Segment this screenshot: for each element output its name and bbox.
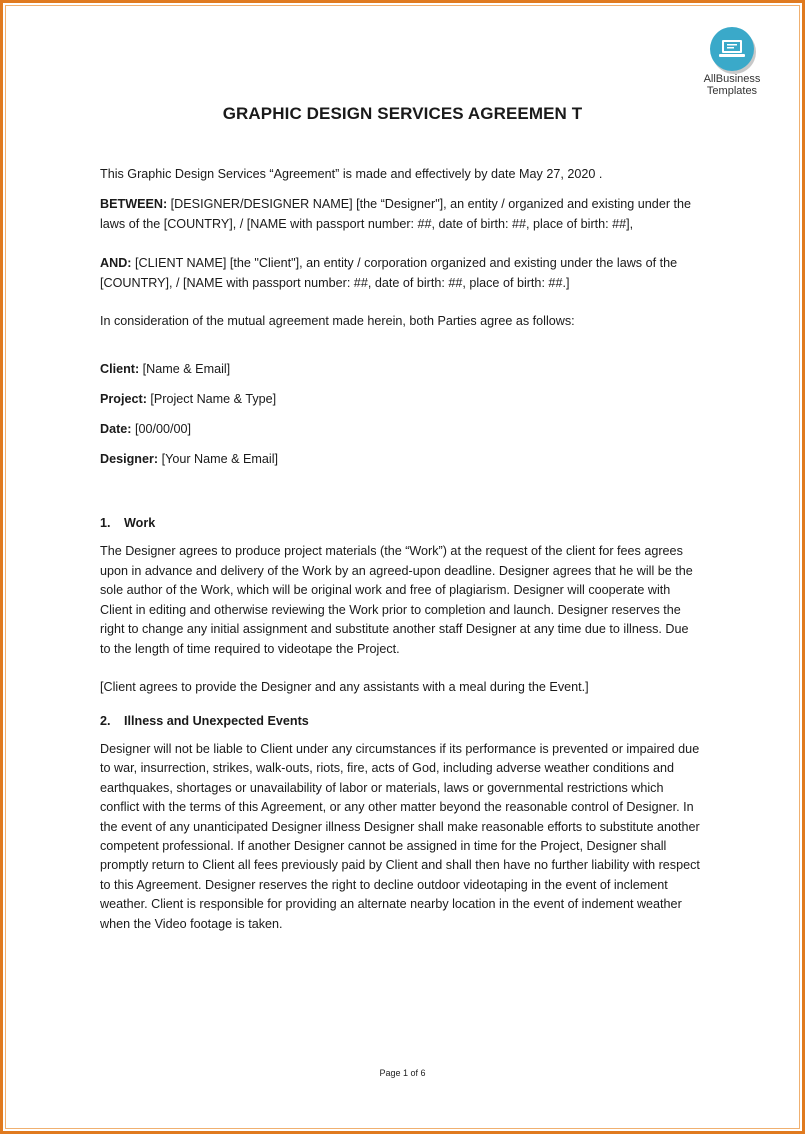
field-designer (100, 450, 278, 469)
consideration-text: In consideration of the mutual agreement made herein, both Parties agree as follows: (100, 314, 575, 328)
section-number: 1. (100, 516, 111, 530)
field-value: [Your Name & Email] (158, 452, 279, 466)
field-date (100, 420, 191, 439)
between-label: BETWEEN: (100, 197, 168, 211)
document-title: GRAPHIC DESIGN SERVICES AGREEMEN T (222, 104, 583, 123)
field-value: [Project Name & Type] (146, 392, 277, 406)
field-value: [00/00/00] (131, 422, 192, 436)
laptop-icon (710, 27, 754, 71)
field-project (100, 390, 276, 409)
section-body-work (100, 542, 700, 660)
section-heading-work (100, 514, 155, 533)
logo-text (690, 73, 774, 97)
field-label: Client: (100, 362, 140, 376)
allbusiness-logo (690, 27, 774, 97)
page-number: Page 1 of 6 (379, 1068, 426, 1078)
client-note-text: [Client agrees to provide the Designer and any assistants with a meal during the Event.] (100, 680, 589, 694)
section-number: 2. (100, 714, 111, 728)
between-text: [DESIGNER/DESIGNER NAME] [the “Designer"], an entity / organized and existing under the laws of the [COUNTRY], / [NAME with passport number: ##, date of birth: ##, place of birth: ##], (100, 197, 692, 231)
section-title: Work (124, 516, 156, 530)
section-title: Illness and Unexpected Events (124, 714, 309, 728)
and-paragraph (100, 254, 700, 293)
consideration-paragraph (100, 312, 700, 332)
field-label: Designer: (100, 452, 159, 466)
field-label: Project: (100, 392, 147, 406)
section-heading-illness (100, 712, 309, 731)
field-client (100, 360, 230, 379)
section-body-text: The Designer agrees to produce project materials (the “Work”) at the request of the client for fees agrees upon in advance and delivery of the Work by an agreed-upon deadline. Designer agrees that he will be the sole author of the Work, which will be original work and free of plagiarism. Designer will cooperate with Client in editing and otherwise reviewing the Work prior to completion and launch. Designer reserves the right to change any initial assignment and substitute another staff Designer at any time due to illness. Due to the length of time required to videotape the Project. (100, 544, 693, 656)
section-body-illness (100, 740, 700, 934)
field-value: [Name & Email] (139, 362, 231, 376)
intro-text: This Graphic Design Services “Agreement” is made and effectively by date May 27, 2020 . (100, 167, 603, 181)
and-text: [CLIENT NAME] [the "Client"], an entity / corporation organized and existing under the laws of the [COUNTRY], / [NAME with passport number: ##, date of birth: ##, place of birth: ##.] (100, 256, 678, 290)
logo-line-1: AllBusiness (703, 73, 761, 85)
section-body-text: Designer will not be liable to Client under any circumstances if its performance is prevented or impaired due to war, insurrection, strikes, walk-outs, riots, fire, acts of God, including adverse weather conditions and earthquakes, shortages or unavailability of labor or materials, laws or governmental restrictions which conflict with the terms of this Agreement, or any other matter beyond the reasonable control of Designer. In the event of any unanticipated Designer illness Designer shall make reasonable efforts to substitute another competent professional. If another Designer cannot be assigned in time for the Project, Designer shall promptly return to Client all fees previously paid by Client and shall then have no further liability with respect to this Agreement. Designer reserves the right to decline outdoor videotaping in the event of inclement weather. Client is responsible for providing an alternate nearby location in the event of indement weather when the Video footage is taken. (100, 742, 700, 931)
intro-paragraph (100, 165, 700, 185)
client-note (100, 678, 700, 698)
field-label: Date: (100, 422, 132, 436)
and-label: AND: (100, 256, 132, 270)
between-paragraph (100, 195, 700, 234)
logo-line-2: Templates (706, 85, 758, 97)
